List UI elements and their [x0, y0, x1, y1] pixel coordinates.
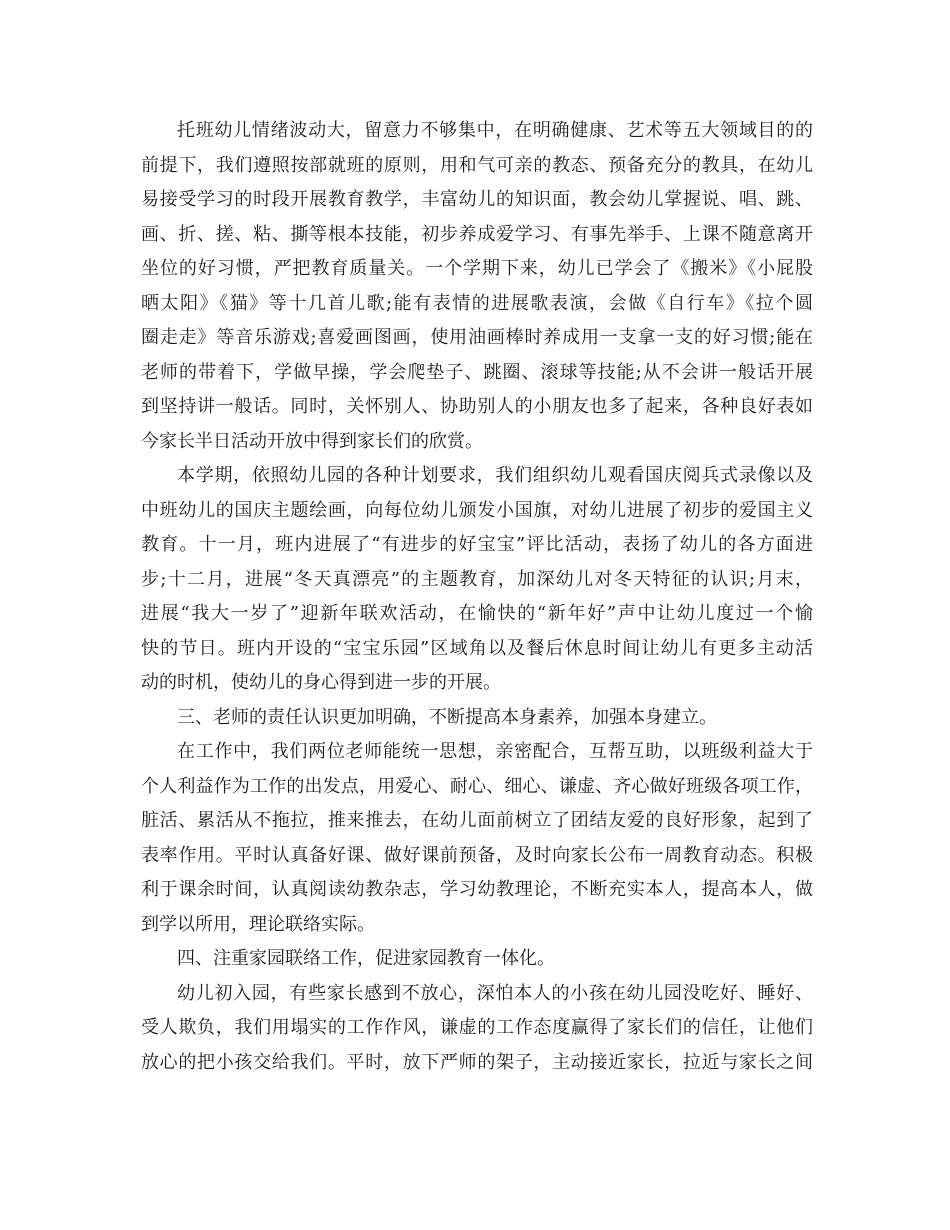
text-line: 教育。十一月，班内进展了“有进步的好宝宝”评比活动，表扬了幼儿的各方面进: [141, 534, 813, 555]
text-line: 老师的带着下，学做早操，学会爬垫子、跳圈、滚球等技能;从不会讲一般话开展: [141, 361, 813, 383]
text-line: 中班幼儿的国庆主题绘画，向每位幼儿颁发小国旗，对幼儿进展了初步的爱国主义: [141, 499, 813, 521]
text-line: 易接受学习的时段开展教育教学，丰富幼儿的知识面，教会幼儿掌握说、唱、跳、: [141, 189, 813, 210]
text-line: 表率作用。平时认真备好课、做好课前预备，及时向家长公布一周教育动态。积极: [141, 844, 813, 866]
text-line: 个人利益作为工作的出发点，用爱心、耐心、细心、谦虚、齐心做好班级各项工作，: [141, 775, 813, 797]
text-line: 到坚持讲一般话。同时，关怀别人、协助别人的小朋友也多了起来，各种良好表如: [141, 396, 813, 417]
text-line: 前提下，我们遵照按部就班的原则，用和气可亲的教态、预备充分的教具，在幼儿: [141, 154, 813, 176]
text-line: 画、折、搓、粘、撕等根本技能，初步养成爱学习、有事先举手、上课不随意离开: [141, 223, 813, 245]
text-line: 脏活、累活从不拖拉，推来推去，在幼儿面前树立了团结友爱的良好形象，起到了: [141, 810, 813, 831]
text-line: 圈走走》等音乐游戏;喜爱画图画，使用油画棒时养成用一支拿一支的好习惯;能在: [141, 327, 813, 348]
text-line: 受人欺负，我们用塌实的工作作风，谦虚的工作态度赢得了家长们的信任，让他们: [141, 1017, 813, 1038]
text-line: 幼儿初入园，有些家长感到不放心，深怕本人的小孩在幼儿园没吃好、睡好、: [177, 982, 813, 1004]
text-line: 今家长半日活动开放中得到家长们的欣赏。: [141, 430, 483, 452]
text-line: 晒太阳》《猫》等十几首儿歌;能有表情的进展歌表演，会做《自行车》《拉个圆: [141, 292, 813, 314]
text-line: 本学期，依照幼儿园的各种计划要求，我们组织幼儿观看国庆阅兵式录像以及: [177, 465, 813, 486]
text-line: 步;十二月，进展“冬天真漂亮”的主题教育，加深幼儿对冬天特征的认识;月末，: [141, 568, 813, 590]
section-heading: 四、注重家园联络工作，促进家园教育一体化。: [177, 948, 555, 969]
text-line: 快的节日。班内开设的“宝宝乐园”区域角以及餐后休息时间让幼儿有更多主动活: [141, 637, 813, 659]
text-line: 放心的把小孩交给我们。平时，放下严师的架子，主动接近家长，拉近与家长之间: [141, 1051, 813, 1073]
text-line: 在工作中，我们两位老师能统一思想，亲密配合，互帮互助，以班级利益大于: [177, 741, 813, 762]
document-body: [141, 114, 813, 1080]
text-line: 到学以所用，理论联络实际。: [141, 913, 375, 935]
text-line: 动的时机，使幼儿的身心得到进一步的开展。: [141, 672, 501, 693]
text-line: 坐位的好习惯，严把教育质量关。一个学期下来，幼儿已学会了《搬米》《小屁股: [141, 258, 813, 279]
text-line: 进展“我大一岁了”迎新年联欢活动，在愉快的“新年好”声中让幼儿度过一个愉: [141, 603, 813, 624]
text-line: 托班幼儿情绪波动大，留意力不够集中，在明确健康、艺术等五大领域目的的: [177, 120, 813, 141]
section-heading: 三、老师的责任认识更加明确，不断提高本身素养，加强本身建立。: [177, 706, 717, 728]
text-line: 利于课余时间，认真阅读幼教杂志，学习幼教理论，不断充实本人，提高本人，做: [141, 879, 813, 900]
